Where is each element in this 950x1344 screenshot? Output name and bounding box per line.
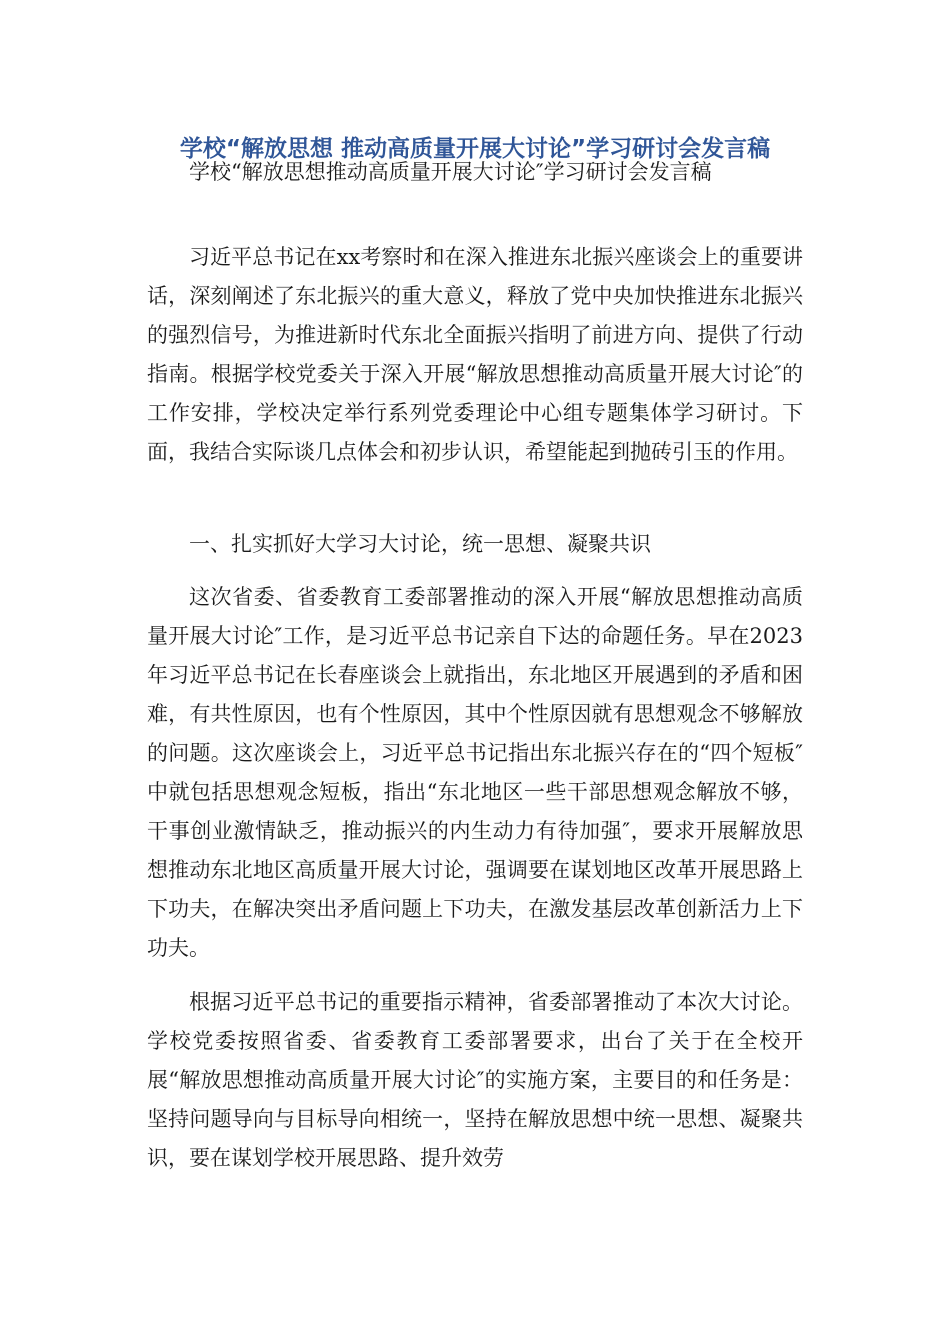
body-paragraph-intro: 习近平总书记在xx考察时和在深入推进东北振兴座谈会上的重要讲话，深刻阐述了东北振兴的重大意义，释放了党中央加快推进东北振兴的强烈信号，为推进新时代东北全面振兴指明了前进方向、提供了行动指南。根据学校党委关于深入开展“解放思想推动高质量开展大讨论″的工作安排，学校决定举行系列党委理论中心组专题集体学习研讨。下面，我结合实际谈几点体会和初步认识，希望能起到抛砖引玉的作用。 (147, 245, 803, 464)
section-heading-1: 一、扎实抓好大学习大讨论，统一思想、凝聚共识 (189, 532, 651, 556)
body-paragraph-2: 这次省委、省委教育工委部署推动的深入开展“解放思想推动高质量开展大讨论″工作，是习近平总书记亲自下达的命题任务。早在2023年习近平总书记在长春座谈会上就指出，东北地区开展遇到的矛盾和困难，有共性原因，也有个性原因，其中个性原因就有思想观念不够解放的问题。这次座谈会上，习近平总书记指出东北振兴存在的“四个短板″中就包括思想观念短板，指出“东北地区一些干部思想观念解放不够，干事创业激情缺乏，推动振兴的内生动力有待加强″，要求开展解放思想推动东北地区高质量开展大讨论，强调要在谋划地区改革开展思路上下功夫，在解决突出矛盾问题上下功夫，在激发基层改革创新活力上下功夫。 (147, 585, 803, 960)
document-subtitle: 学校“解放思想推动高质量开展大讨论″学习研讨会发言稿 (189, 160, 712, 184)
document-title: 学校“解放思想 推动高质量开展大讨论”学习研讨会发言稿 (179, 136, 771, 162)
body-paragraph-3: 根据习近平总书记的重要指示精神，省委部署推动了本次大讨论。学校党委按照省委、省委教育工委部署要求，出台了关于在全校开展“解放思想推动高质量开展大讨论″的实施方案，主要目的和任务是：坚持问题导向与目标导向相统一，坚持在解放思想中统一思想、凝聚共识，要在谋划学校开展思路、提升效劳 (147, 990, 803, 1170)
